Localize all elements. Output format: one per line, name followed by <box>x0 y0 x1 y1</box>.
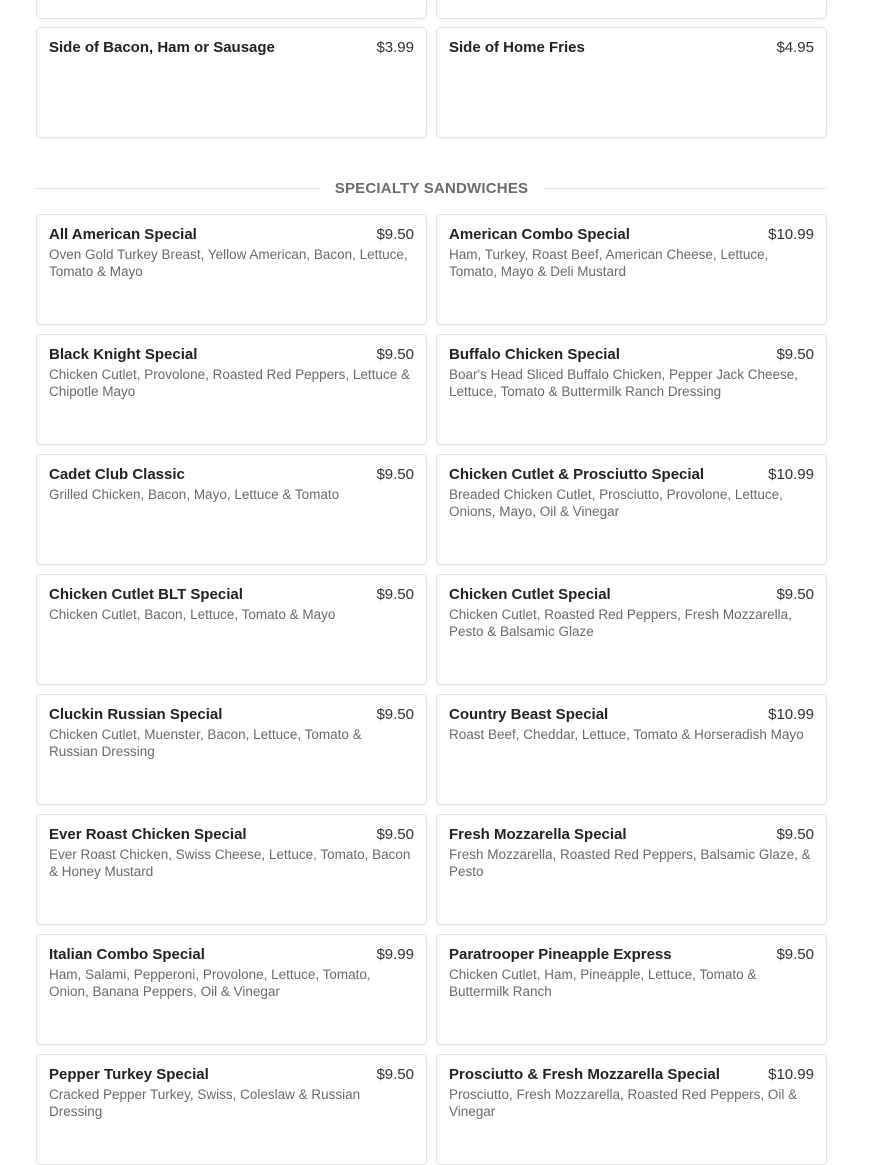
item-price: $9.50 <box>776 346 814 363</box>
item-name: Side of Home Fries <box>449 39 585 56</box>
menu-item-card[interactable] <box>436 694 827 805</box>
item-price: $9.50 <box>776 826 814 843</box>
divider <box>543 188 827 189</box>
item-description: Ham, Salami, Pepperoni, Provolone, Lettuce, Tomato, Onion, Banana Peppers, Oil & Vinegar <box>49 967 371 999</box>
item-price: $9.50 <box>376 346 414 363</box>
item-price: $10.99 <box>768 706 814 723</box>
specialty-sandwiches-grid <box>36 214 827 1165</box>
menu-item-card[interactable] <box>36 574 427 685</box>
item-price: $10.99 <box>768 226 814 243</box>
section-title: SPECIALTY SANDWICHES <box>334 179 529 197</box>
item-name: Buffalo Chicken Special <box>449 346 620 363</box>
item-description: Cracked Pepper Turkey, Swiss, Coleslaw & Russian Dressing <box>49 1087 361 1119</box>
item-description: Chicken Cutlet, Bacon, Lettuce, Tomato & Mayo <box>49 607 336 622</box>
item-price: $9.50 <box>376 226 414 243</box>
item-price: $9.50 <box>376 826 414 843</box>
previous-items-row <box>36 0 827 19</box>
item-price: $9.50 <box>376 586 414 603</box>
item-description: Ham, Turkey, Roast Beef, American Cheese, Lettuce, Tomato, Mayo & Deli Mustard <box>449 247 769 279</box>
item-description: Fresh Mozzarella, Roasted Red Peppers, Balsamic Glaze, & Pesto <box>449 847 811 879</box>
item-description: Prosciutto, Fresh Mozzarella, Roasted Red Peppers, Oil & Vinegar <box>449 1087 798 1119</box>
item-price: $9.50 <box>376 466 414 483</box>
menu-item-card[interactable] <box>436 574 827 685</box>
item-price: $9.99 <box>376 946 414 963</box>
item-description: Chicken Cutlet, Muenster, Bacon, Lettuce, Tomato & Russian Dressing <box>49 727 362 759</box>
item-name: Paratrooper Pineapple Express <box>449 946 672 963</box>
item-name: Fresh Mozzarella Special <box>449 826 627 843</box>
item-description: Chicken Cutlet, Ham, Pineapple, Lettuce, Tomato & Buttermilk Ranch <box>449 967 757 999</box>
item-name: Prosciutto & Fresh Mozzarella Special <box>449 1066 720 1083</box>
sides-grid <box>36 27 827 138</box>
menu-item-card[interactable] <box>436 814 827 925</box>
item-name: All American Special <box>49 226 197 243</box>
item-price: $10.99 <box>768 1066 814 1083</box>
menu-item-card[interactable] <box>36 934 427 1045</box>
item-name: Black Knight Special <box>49 346 198 363</box>
item-name: Ever Roast Chicken Special <box>49 826 247 843</box>
menu-item-card[interactable] <box>436 1054 827 1165</box>
item-name: American Combo Special <box>449 226 630 243</box>
item-price: $9.50 <box>376 706 414 723</box>
menu-item-card[interactable] <box>36 694 427 805</box>
menu-item-card[interactable] <box>36 1054 427 1165</box>
menu-item-card[interactable] <box>36 0 427 19</box>
menu-item-card[interactable] <box>436 27 827 138</box>
item-description: Grilled Chicken, Bacon, Mayo, Lettuce & Tomato <box>49 487 340 502</box>
item-price: $9.50 <box>776 946 814 963</box>
menu-item-card[interactable] <box>36 214 427 325</box>
item-description: Boar's Head Sliced Buffalo Chicken, Pepper Jack Cheese, Lettuce, Tomato & Buttermilk Ranch Dressing <box>449 367 799 399</box>
item-price: $3.99 <box>376 39 414 56</box>
item-description: Breaded Chicken Cutlet, Prosciutto, Provolone, Lettuce, Onions, Mayo, Oil & Vinegar <box>449 487 783 519</box>
item-price: $4.95 <box>776 39 814 56</box>
menu-item-card[interactable] <box>436 454 827 565</box>
section-header <box>36 178 827 198</box>
item-name: Side of Bacon, Ham or Sausage <box>49 39 275 56</box>
item-name: Chicken Cutlet & Prosciutto Special <box>449 466 705 483</box>
item-description: Chicken Cutlet, Roasted Red Peppers, Fresh Mozzarella, Pesto & Balsamic Glaze <box>449 607 792 639</box>
item-description: Chicken Cutlet, Provolone, Roasted Red Peppers, Lettuce & Chipotle Mayo <box>49 367 410 399</box>
item-price: $10.99 <box>768 466 814 483</box>
menu-item-card[interactable] <box>36 814 427 925</box>
item-price: $9.50 <box>776 586 814 603</box>
item-name: Italian Combo Special <box>49 946 205 963</box>
item-name: Cadet Club Classic <box>49 466 185 483</box>
item-name: Cluckin Russian Special <box>49 706 223 723</box>
menu-item-card[interactable] <box>436 214 827 325</box>
menu-item-card[interactable] <box>36 454 427 565</box>
menu-item-card[interactable] <box>436 0 827 19</box>
menu-item-card[interactable] <box>436 334 827 445</box>
item-price: $9.50 <box>376 1066 414 1083</box>
item-description: Ever Roast Chicken, Swiss Cheese, Lettuce, Tomato, Bacon & Honey Mustard <box>49 847 411 879</box>
menu-item-card[interactable] <box>436 934 827 1045</box>
menu-item-card[interactable] <box>36 27 427 138</box>
item-name: Pepper Turkey Special <box>49 1066 209 1083</box>
menu-item-card[interactable] <box>36 334 427 445</box>
item-description: Oven Gold Turkey Breast, Yellow American, Bacon, Lettuce, Tomato & Mayo <box>49 247 408 279</box>
item-name: Chicken Cutlet Special <box>449 586 611 603</box>
item-description: Roast Beef, Cheddar, Lettuce, Tomato & Horseradish Mayo <box>449 727 804 742</box>
item-name: Country Beast Special <box>449 706 609 723</box>
item-name: Chicken Cutlet BLT Special <box>49 586 243 603</box>
divider <box>36 188 320 189</box>
